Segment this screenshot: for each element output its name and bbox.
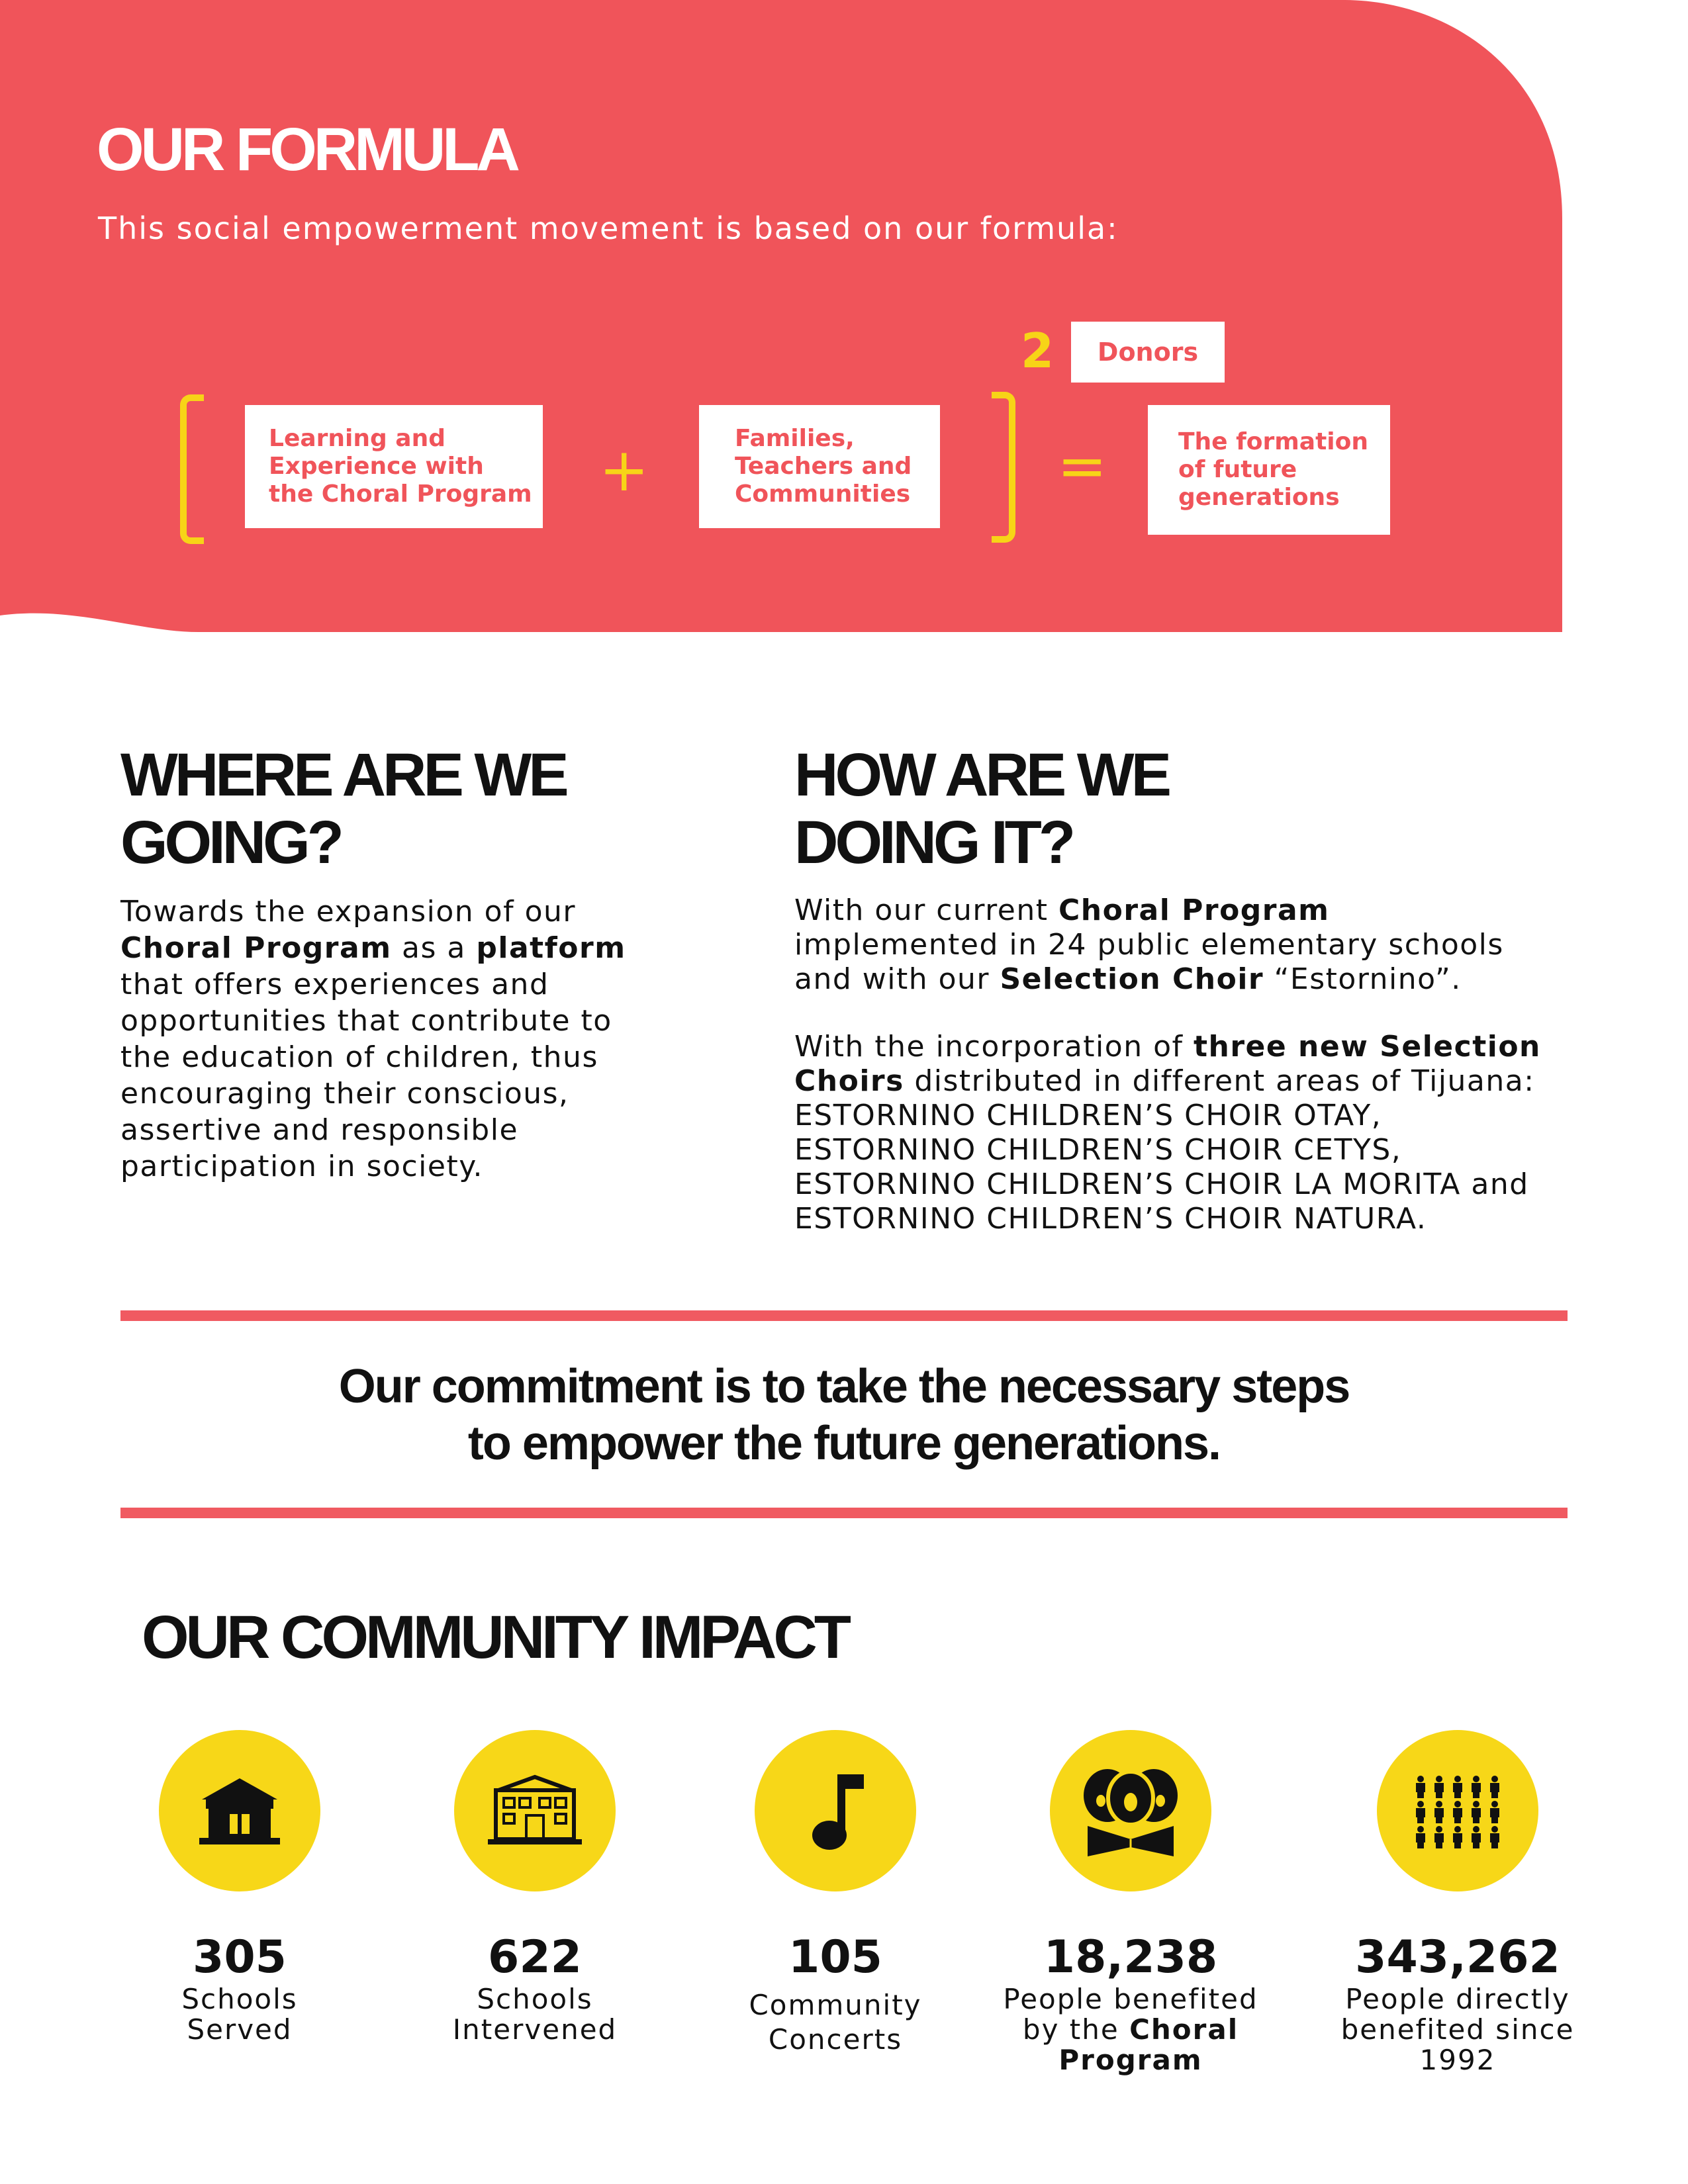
how-p2-a: With the incorporation of — [794, 1030, 1194, 1064]
where-text-b: Choral Program — [120, 931, 392, 965]
formula-title: OUR FORMULA — [97, 116, 517, 183]
divider-bottom — [120, 1508, 1568, 1518]
person-figure — [1453, 1801, 1462, 1823]
stat-icon-circle — [454, 1730, 616, 1891]
people-crowd-icon — [1411, 1771, 1504, 1850]
where-text-a: Towards the expansion of our — [120, 895, 576, 929]
stat-value: 622 — [488, 1931, 582, 1983]
how-p1-b: Choral Program — [1058, 893, 1330, 927]
stat-schools-served — [101, 1730, 379, 2045]
formula-section — [0, 0, 1688, 635]
stat-label-line-2: Choral Program — [1058, 2013, 1239, 2076]
person-figure — [1472, 1776, 1481, 1798]
left-bracket — [180, 394, 204, 544]
person-figure — [1434, 1776, 1444, 1798]
divider-top — [120, 1310, 1568, 1321]
stat-value: 105 — [788, 1931, 882, 1983]
stat-icon-circle — [1050, 1730, 1211, 1891]
donors-box — [1071, 322, 1225, 383]
school-large-icon — [485, 1774, 585, 1847]
stat-label-line-2: Served — [187, 2013, 293, 2046]
how-title: HOW ARE WE DOING IT? — [794, 741, 1168, 876]
person-figure — [1472, 1801, 1481, 1823]
how-paragraph-2 — [794, 1030, 1542, 1236]
formula-term-learning — [245, 405, 543, 528]
right-bracket — [992, 392, 1015, 543]
stat-label-line-2: Concerts — [768, 2023, 903, 2056]
formula-term-families-text: Families, Teachers and Communities — [735, 425, 912, 508]
person-figure — [1416, 1826, 1425, 1848]
stat-icon-circle — [1377, 1730, 1538, 1891]
person-figure — [1453, 1776, 1462, 1798]
stat-value: 18,238 — [1043, 1931, 1218, 1983]
formula-background-shape — [0, 0, 1688, 635]
choir-singers-icon — [1074, 1761, 1187, 1860]
person-figure — [1453, 1826, 1462, 1848]
donors-label: Donors — [1097, 338, 1199, 367]
how-paragraph-1 — [794, 893, 1542, 997]
stat-value: 305 — [193, 1931, 287, 1983]
plus-sign: + — [599, 435, 649, 505]
person-figure — [1490, 1776, 1499, 1798]
where-text-d: platform — [476, 931, 626, 965]
where-text-c: as a — [391, 931, 477, 965]
formula-result-text: The formation of future generations — [1178, 428, 1368, 511]
stat-label-line-2: benefited since 1992 — [1340, 2013, 1575, 2076]
person-figure — [1490, 1826, 1499, 1848]
commitment-statement: Our commitment is to take the necessary steps to empower the future generations. — [338, 1360, 1350, 1470]
equals-sign: = — [1057, 432, 1107, 501]
stat-people-choral — [992, 1730, 1270, 2075]
formula-term-learning-text: Learning and Experience with the Choral Program — [269, 425, 532, 508]
how-p1-c: implemented in 24 public elementary schools and with our — [794, 928, 1504, 996]
how-p1-e: “Estornino”. — [1264, 962, 1462, 996]
formula-subtitle: This social empowerment movement is based on our formula: — [98, 210, 1119, 246]
stat-label-line-1: Community — [749, 1989, 922, 2021]
stat-label — [1319, 1984, 1597, 2075]
stat-label-line-1: Schools — [181, 1983, 298, 2015]
how-p1-d: Selection Choir — [1000, 962, 1264, 996]
stat-label-line-1: People directly — [1345, 1983, 1570, 2015]
school-building-icon — [197, 1774, 283, 1847]
stat-icon-circle — [755, 1730, 916, 1891]
person-figure — [1416, 1801, 1425, 1823]
person-figure — [1434, 1801, 1444, 1823]
stat-people-since-1992 — [1319, 1730, 1597, 2075]
person-figure — [1472, 1826, 1481, 1848]
how-p2-b: three new Selection Choirs — [794, 1030, 1541, 1098]
stat-label — [101, 1984, 379, 2045]
stat-icon-circle — [159, 1730, 320, 1891]
formula-term-families — [699, 405, 940, 528]
stat-label — [992, 1984, 1270, 2075]
where-text-e: that offers experiences and opportunities that contribute to the education of children, thus encouraging their conscious, assertive and responsible participation in society. — [120, 968, 612, 1183]
stat-label-line-1: Schools — [477, 1983, 593, 2015]
stat-label — [696, 1988, 974, 2057]
how-p2-c: distributed in different areas of Tijuana: ESTORNINO CHILDREN’S CHOIR OTAY, ESTORNINO CHILDREN’S CHOIR CETYS, ESTORNINO CHILDREN’S CHOIR LA MORITA and ESTORNINO CHILDREN’S CHOIR NATURA. — [794, 1064, 1535, 1236]
stat-label-line-1: People benefited by the — [1003, 1983, 1258, 2046]
person-figure — [1490, 1801, 1499, 1823]
person-figure — [1416, 1776, 1425, 1798]
stat-community-concerts — [696, 1730, 974, 2057]
stat-label — [396, 1984, 674, 2045]
how-p1-a: With our current — [794, 893, 1058, 927]
exponent-two: 2 — [1021, 323, 1055, 379]
formula-result — [1148, 405, 1390, 535]
stat-label-line-2: Intervened — [452, 2013, 618, 2046]
stat-value: 343,262 — [1355, 1931, 1560, 1983]
where-title: WHERE ARE WE GOING? — [120, 741, 566, 876]
stat-schools-intervened — [396, 1730, 674, 2045]
impact-title: OUR COMMUNITY IMPACT — [142, 1604, 848, 1671]
where-paragraph — [120, 893, 663, 1185]
music-note-icon — [799, 1768, 872, 1854]
person-figure — [1434, 1826, 1444, 1848]
